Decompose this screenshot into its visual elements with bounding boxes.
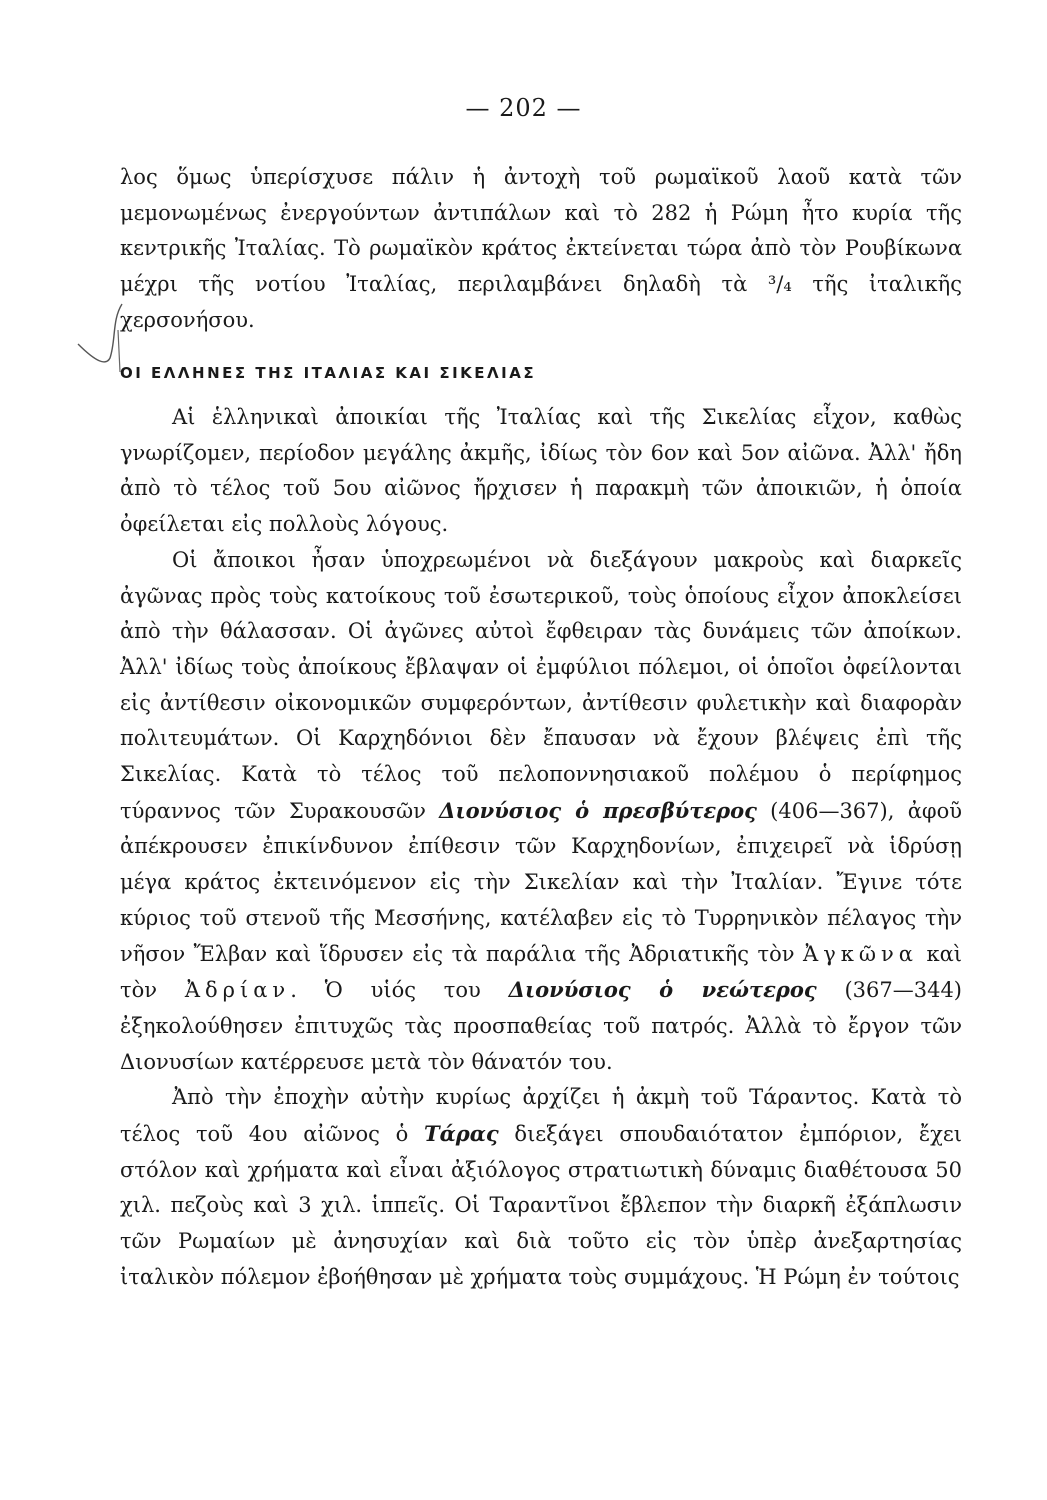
paragraph-3 — [120, 1080, 962, 1295]
continued-text — [120, 160, 962, 339]
paragraph-1: Αἱ ἑλληνικαὶ ἀποικίαι τῆς Ἰταλίας καὶ τῆς Σικελίας εἶχον, καθὼς γνωρίζομεν, περίοδον μεγάλης ἀκμῆς, ἰδίως τὸν 6ον καὶ 5ον αἰῶνα. Ἀλλ' ἤδη ἀπὸ τὸ τέλος τοῦ 5ου αἰῶνος ἤρχισεν ἡ παρακμὴ τῶν ἀποικιῶν, ἡ ὁποία ὀφείλεται εἰς πολλοὺς λόγους. — [120, 405, 962, 537]
name-dionysios-younger: Διονύσιος ὁ νεώτερος — [508, 977, 817, 1003]
paragraph-2-text-b: (406—367), ἀφοῦ ἀπέκρουσεν ἐπικίνδυνον ἐπίθεσιν τῶν Καρχηδονίων, ἐπιχειρεῖ νὰ ἱδρύσῃ μέγα κράτος ἐκτεινόμενον εἰς τὴν Σικελίαν καὶ τὴν Ἰταλίαν. Ἔγινε τότε κύριος τοῦ στενοῦ τῆς Μεσσήνης, κατέλαβεν εἰς τὸ Τυρρηνικὸν πέλαγος τὴν νῆσον Ἔλβαν καὶ ἵδρυσεν εἰς τὰ παράλια τῆς Ἀδριατικῆς τὸν — [120, 798, 962, 966]
name-taras: Τάρας — [424, 1121, 499, 1147]
paragraph-2-text-c: καὶ τὸν — [120, 941, 962, 1003]
place-ankona: Ἀγκῶνα — [803, 941, 918, 966]
paragraph-2-text-e: (367—344) ἐξηκολούθησεν ἐπιτυχῶς τὰς προσπαθείας τοῦ πατρός. Ἀλλὰ τὸ ἔργον τῶν Διονυσίων κατέρρευσε μετὰ τὸν θάνατόν του. — [120, 978, 962, 1074]
section-body — [120, 400, 962, 1296]
place-adria: Ἀδρίαν — [184, 978, 291, 1003]
section-heading: ΟΙ ΕΛΛΗΝΕΣ ΤΗΣ ΙΤΑΛΙΑΣ ΚΑΙ ΣΙΚΕΛΙΑΣ — [120, 364, 537, 382]
paragraph-3-text-a: Ἀπὸ τὴν ἐποχὴν αὐτὴν κυρίως ἀρχίζει ἡ ἀκμὴ τοῦ Τάραντος. Κατὰ τὸ τέλος τοῦ 4ου αἰῶνος ὁ — [120, 1085, 962, 1147]
margin-pencil-mark — [76, 300, 126, 380]
paragraph-2-text-d: . Ὁ υἱός του — [290, 978, 509, 1003]
paragraph-2 — [120, 543, 962, 1081]
paragraph-2-text-a: Οἱ ἄποικοι ἦσαν ὑποχρεωμένοι νὰ διεξάγουν μακροὺς καὶ διαρκεῖς ἀγῶνας πρὸς τοὺς κατοίκους τοῦ ἐσωτερικοῦ, τοὺς ὁποίους εἶχον ἀποκλείσει ἀπὸ τὴν θάλασσαν. Οἱ ἀγῶνες αὐτοὶ ἔφθειραν τὰς δυνάμεις τῶν ἀποίκων. Ἀλλ' ἰδίως τοὺς ἀποίκους ἔβλαψαν οἱ ἐμφύλιοι πόλεμοι, οἱ ὁποῖοι ὀφείλονται εἰς ἀντίθεσιν οἰκονομικῶν συμφερόντων, ἀντίθεσιν φυλετικὴν καὶ διαφορὰν πολιτευμάτων. Οἱ Καρχηδόνιοι δὲν ἔπαυσαν νὰ ἔχουν βλέψεις ἐπὶ τῆς Σικελίας. Κατὰ τὸ τέλος τοῦ πελοποννησιακοῦ πολέμου ὁ περίφημος τύραννος τῶν Συρακουσῶν — [120, 547, 962, 823]
page-number: — 202 — — [465, 94, 582, 122]
name-dionysios-elder: Διονύσιος ὁ πρεσβύτερος — [439, 797, 757, 823]
paragraph-continued: λος ὅμως ὑπερίσχυσε πάλιν ἡ ἀντοχὴ τοῦ ρωμαϊκοῦ λαοῦ κατὰ τῶν μεμονωμένως ἐνεργούντων ἀντιπάλων καὶ τὸ 282 ἡ Ρώμη ἦτο κυρία τῆς κεντρικῆς Ἰταλίας. Τὸ ρωμαϊκὸν κράτος ἐκτείνεται τώρα ἀπὸ τὸν Ρουβίκωνα μέχρι τῆς νοτίου Ἰταλίας, περιλαμβάνει δηλαδὴ τὰ ³/₄ τῆς ἰταλικῆς χερσονήσου. — [120, 165, 962, 332]
paragraph-3-text-b: διεξάγει σπουδαιότατον ἐμπόριον, ἔχει στόλον καὶ χρήματα καὶ εἶναι ἀξιόλογος στρατιωτικὴ δύναμις διαθέτουσα 50 χιλ. πεζοὺς καὶ 3 χιλ. ἱππεῖς. Οἱ Ταραντῖνοι ἔβλεπον τὴν διαρκῆ ἐξάπλωσιν τῶν Ρωμαίων μὲ ἀνησυχίαν καὶ διὰ τοῦτο εἰς τὸν ὑπὲρ ἀνεξαρτησίας ἰταλικὸν πόλεμον ἐβοήθησαν μὲ χρήματα τοὺς συμμάχους. Ἡ Ρώμη ἐν τούτοις — [120, 1122, 962, 1289]
